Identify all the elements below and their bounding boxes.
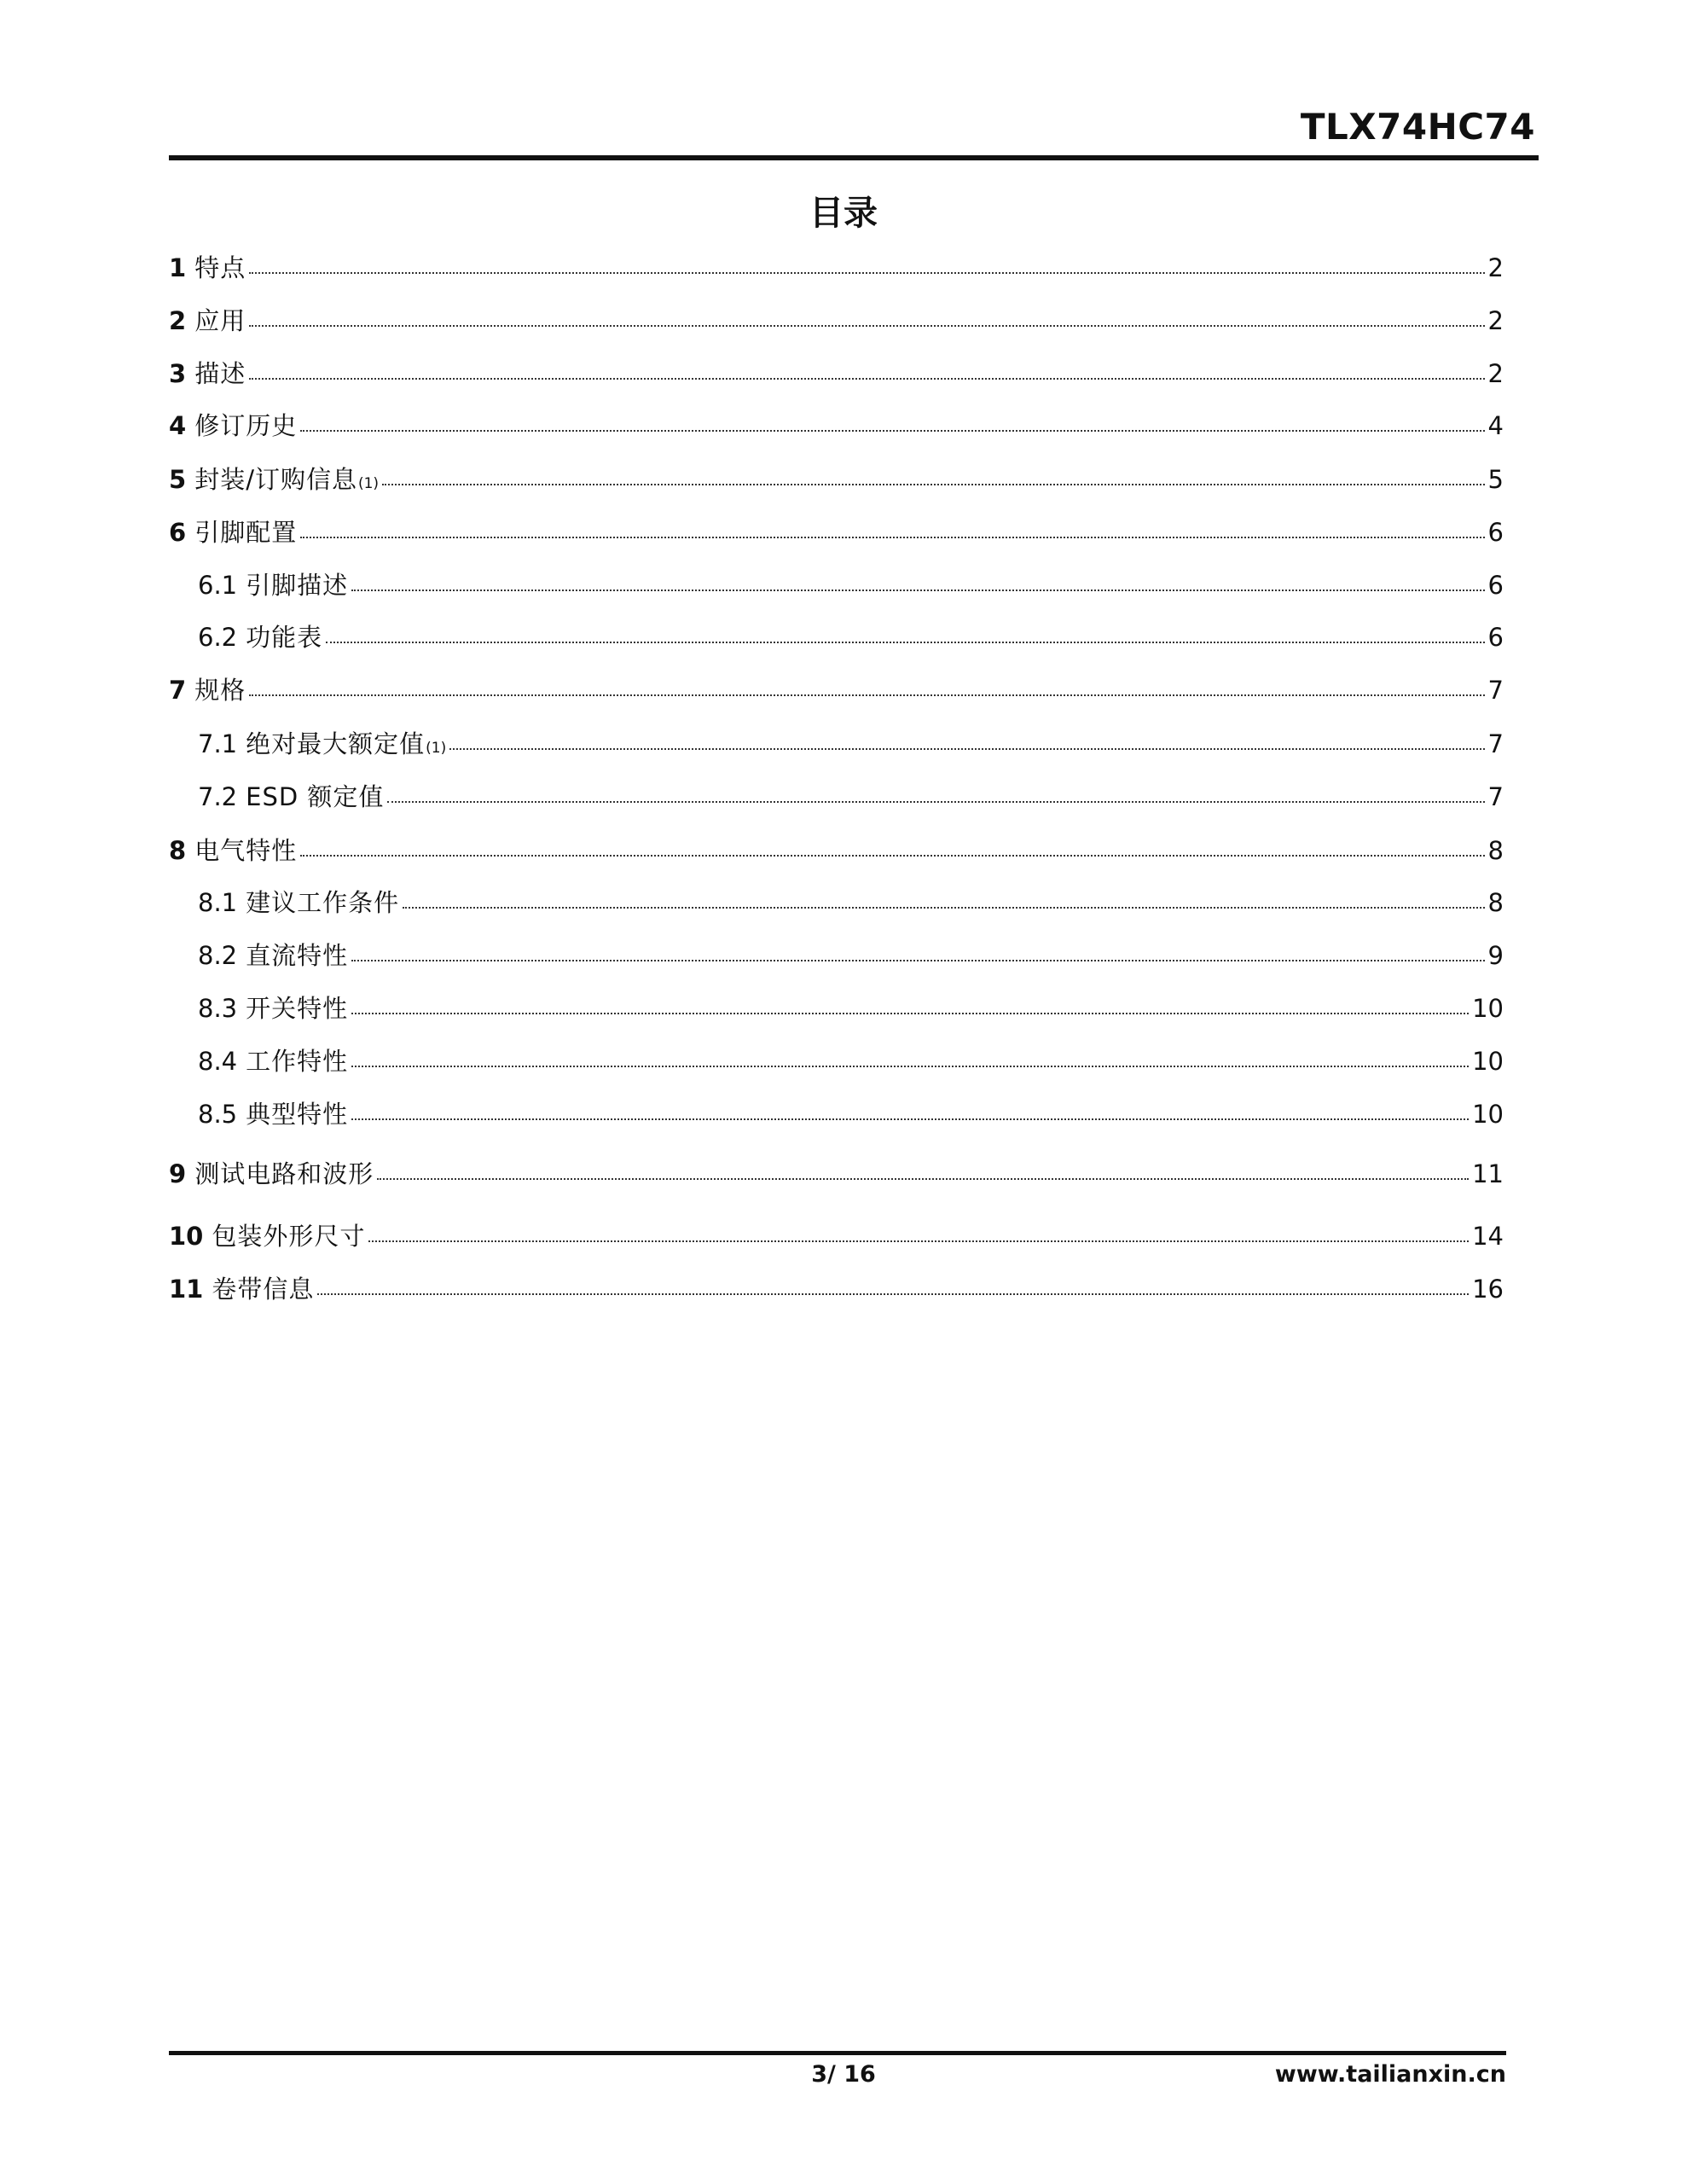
toc-dot-leader <box>387 801 1484 803</box>
toc-entry-title: 测试电路和波形 <box>194 1159 374 1188</box>
toc-entry-title: ESD 额定值 <box>246 782 385 811</box>
toc-dot-leader <box>351 590 1484 591</box>
toc-entry[interactable] <box>169 1049 1504 1074</box>
toc-entry-title: 卷带信息 <box>212 1275 315 1304</box>
toc-entry-number: 7.2 <box>198 782 238 811</box>
toc-entry-number: 6.2 <box>198 623 238 652</box>
toc-entry-page: 16 <box>1472 1275 1504 1304</box>
toc-dot-leader <box>449 748 1484 750</box>
toc-entry-number: 8.2 <box>198 941 238 970</box>
toc-dot-leader <box>300 430 1484 432</box>
toc-entry-title: 电气特性 <box>194 836 298 865</box>
toc-entry[interactable] <box>169 1102 1504 1127</box>
toc-entry-title: 功能表 <box>246 623 323 652</box>
footer-website: www.tailianxin.cn <box>1274 2061 1506 2088</box>
toc-entry-number: 1 <box>169 253 187 282</box>
toc-entry-title: 应用 <box>194 306 246 335</box>
toc-entry-number: 8 <box>169 836 187 865</box>
toc-entry[interactable] <box>169 625 1504 650</box>
toc-entry[interactable] <box>169 941 1504 970</box>
toc-entry[interactable] <box>169 306 1504 335</box>
toc-entry-page: 10 <box>1472 1100 1504 1129</box>
toc-entry-page: 14 <box>1472 1222 1504 1251</box>
toc-entry-number: 7 <box>169 676 187 705</box>
toc-entry[interactable] <box>169 782 1504 811</box>
toc-entry-title: 封装/订购信息 <box>194 465 357 494</box>
toc-entry-title: 典型特性 <box>246 1100 349 1129</box>
toc-dot-leader <box>300 537 1484 538</box>
toc-entry-number: 2 <box>169 306 187 335</box>
toc-entry-title: 工作特性 <box>246 1047 349 1076</box>
toc-entry-page: 7 <box>1487 729 1504 758</box>
toc-entry[interactable] <box>169 253 1504 282</box>
toc-entry-title: 描述 <box>194 359 246 388</box>
toc-entry-title: 开关特性 <box>246 994 349 1023</box>
toc-entry-number: 8.1 <box>198 888 238 917</box>
toc-entry-page: 9 <box>1487 941 1504 970</box>
toc-entry[interactable] <box>169 996 1504 1021</box>
toc-entry-page: 10 <box>1472 994 1504 1023</box>
toc-entry-page: 2 <box>1487 306 1504 335</box>
toc-entry-page: 10 <box>1472 1047 1504 1076</box>
page-number: 3/ 16 <box>811 2061 876 2088</box>
toc-entry-number: 6.1 <box>198 571 238 600</box>
toc-entry-page: 6 <box>1487 518 1504 547</box>
toc-entry-page: 6 <box>1487 571 1504 600</box>
toc-entry-title: 直流特性 <box>246 941 349 970</box>
toc-entry-title: 包装外形尺寸 <box>212 1222 366 1251</box>
toc-entry[interactable] <box>169 411 1504 440</box>
toc-entry-page: 8 <box>1487 888 1504 917</box>
toc-entry-title: 引脚描述 <box>246 571 349 600</box>
toc-dot-leader <box>368 1240 1469 1242</box>
toc-entry[interactable] <box>169 1277 1504 1302</box>
toc-entry-number: 5 <box>169 465 187 494</box>
toc-dot-leader <box>403 907 1484 909</box>
toc-entry[interactable] <box>169 1159 1504 1188</box>
toc-entry[interactable] <box>169 678 1504 703</box>
toc-entry-page: 2 <box>1487 359 1504 388</box>
toc-entry-page: 7 <box>1487 676 1504 705</box>
toc-dot-leader <box>249 694 1484 696</box>
toc-dot-leader <box>249 325 1484 327</box>
header-divider <box>169 155 1539 160</box>
toc-entry[interactable] <box>169 359 1504 388</box>
toc-entry-title: 修订历史 <box>194 411 298 440</box>
toc-entry-page: 8 <box>1487 836 1504 865</box>
footer-divider <box>169 2051 1506 2055</box>
toc-entry[interactable] <box>169 888 1504 917</box>
toc-dot-leader <box>317 1293 1469 1295</box>
toc-entry-page: 4 <box>1487 411 1504 440</box>
toc-dot-leader <box>351 960 1484 961</box>
toc-entry[interactable] <box>169 520 1504 545</box>
toc-entry[interactable] <box>169 836 1504 865</box>
toc-entry[interactable] <box>169 1224 1504 1249</box>
toc-entry-page: 6 <box>1487 623 1504 652</box>
toc-entry-page: 2 <box>1487 253 1504 282</box>
toc-entry-number: 10 <box>169 1222 204 1251</box>
toc-entry[interactable] <box>169 573 1504 598</box>
toc-dot-leader <box>351 1118 1469 1120</box>
toc-entry[interactable]: 7.1 绝对最大额定值 (1) 7 <box>198 729 1504 758</box>
toc-entry-number: 8.5 <box>198 1100 238 1129</box>
toc-entry-page: 11 <box>1472 1159 1504 1188</box>
toc-entry-number: 9 <box>169 1159 187 1188</box>
toc-entry-number: 8.4 <box>198 1047 238 1076</box>
toc-dot-leader <box>351 1066 1469 1067</box>
toc-entry-number: 8.3 <box>198 994 238 1023</box>
document-header-title: TLX74HC74 <box>1300 106 1535 148</box>
toc-dot-leader <box>326 642 1484 643</box>
toc-dot-leader <box>382 484 1484 485</box>
toc-dot-leader <box>300 855 1484 857</box>
toc-entry-title: 特点 <box>194 253 246 282</box>
toc-entry-title: 引脚配置 <box>194 518 298 547</box>
toc-entry-number: 4 <box>169 411 187 440</box>
toc-dot-leader <box>351 1013 1469 1014</box>
toc-entry-number: 6 <box>169 518 187 547</box>
toc-dot-leader <box>249 378 1484 380</box>
toc-title: 目录 <box>809 194 878 233</box>
toc-entry-page: 7 <box>1487 782 1504 811</box>
toc-entry-title: 绝对最大额定值 <box>246 729 426 758</box>
toc-entry-number: 11 <box>169 1275 204 1304</box>
toc-entry[interactable]: 5 封装/订购信息 (1) 5 <box>169 465 1504 494</box>
toc-entry-number: 3 <box>169 359 187 388</box>
toc-dot-leader <box>377 1178 1469 1180</box>
toc-dot-leader <box>249 272 1484 274</box>
toc-entry-title: 建议工作条件 <box>246 888 400 917</box>
toc-entry-number: 7.1 <box>198 729 238 758</box>
toc-entry-title: 规格 <box>194 676 246 705</box>
toc-entry-page: 5 <box>1487 465 1504 494</box>
